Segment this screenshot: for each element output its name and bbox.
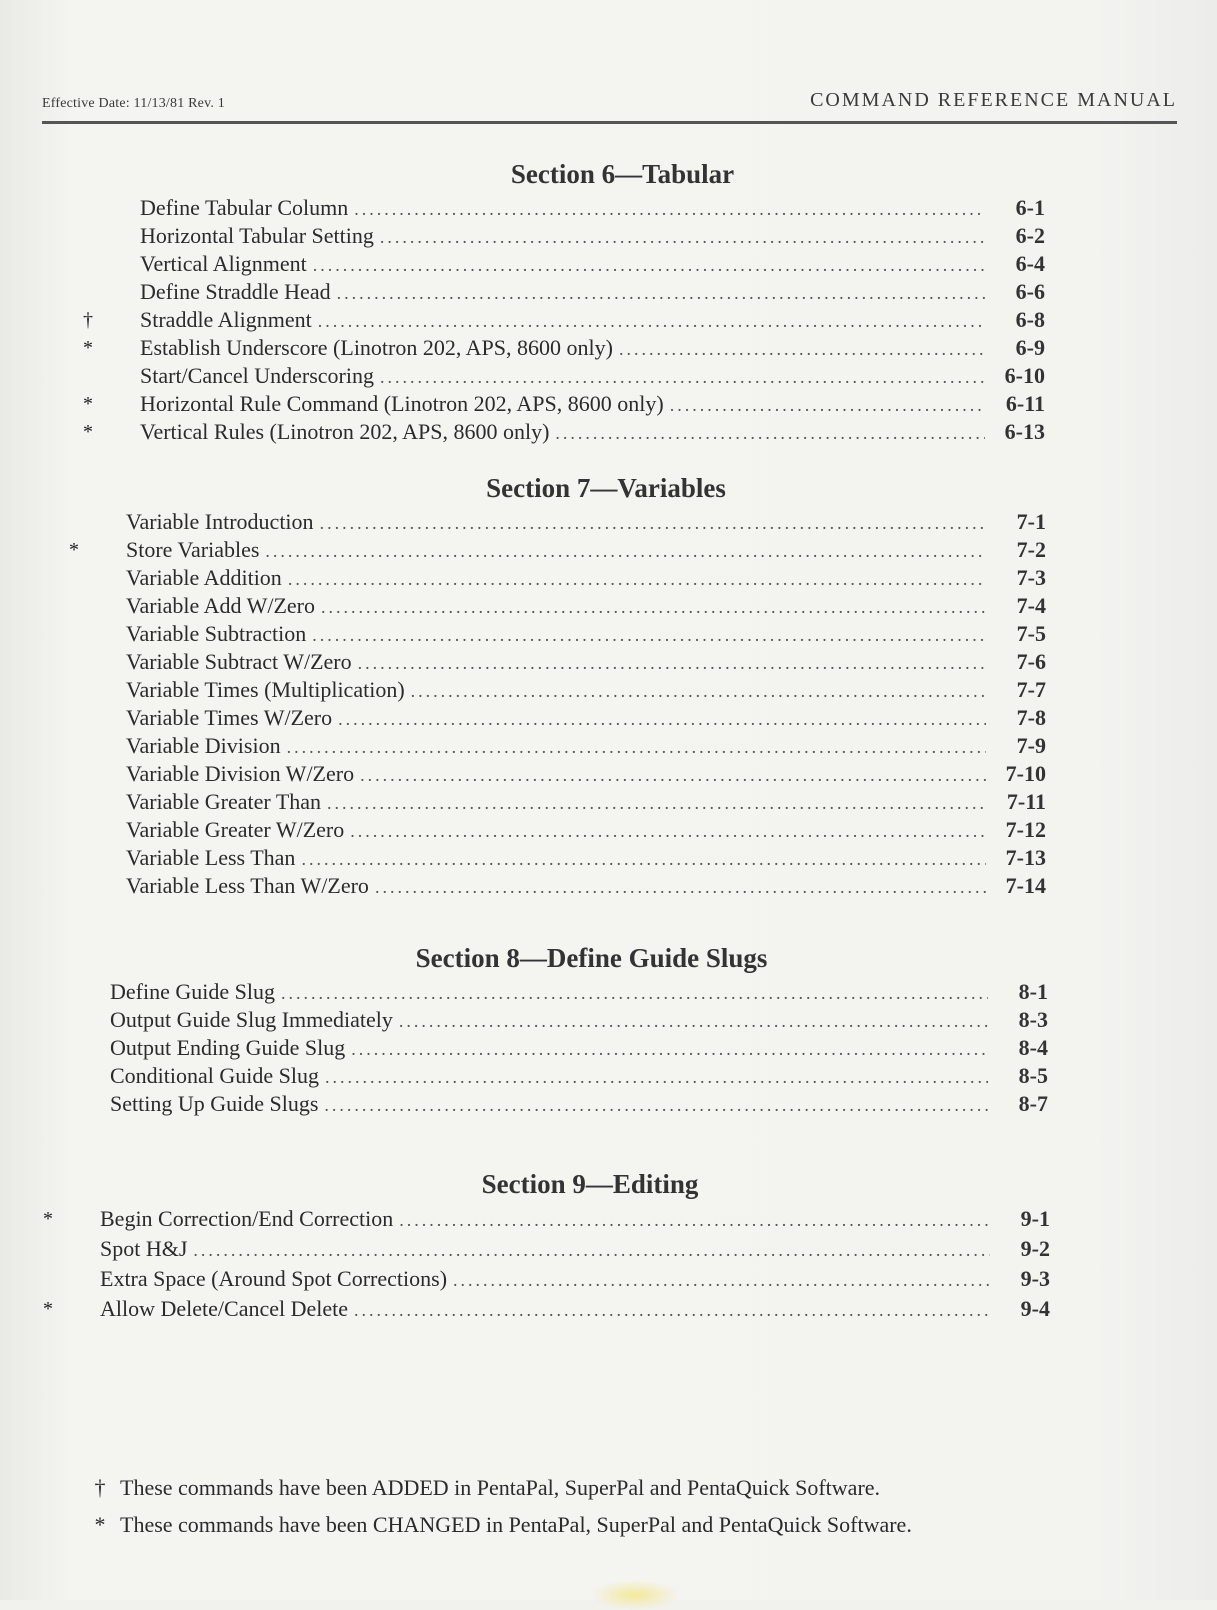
toc-entry [110, 978, 1048, 1006]
dot-leader [324, 1091, 988, 1119]
toc-entry [83, 418, 1045, 446]
section-9 [43, 1164, 1050, 1324]
entry-page: 6-11 [1005, 391, 1045, 416]
toc-entry [83, 334, 1045, 362]
toc-entry [110, 1062, 1048, 1090]
entry-page: 6-2 [1015, 223, 1045, 248]
entry-title: Horizontal Rule Command (Linotron 202, APS, 8600 only) [140, 391, 664, 416]
dot-leader [281, 979, 988, 1007]
entry-page: 9-3 [1020, 1266, 1050, 1291]
entry-page: 8-5 [1018, 1063, 1048, 1088]
toc-entry [126, 648, 1046, 676]
dot-leader [337, 279, 985, 307]
entry-page: 6-10 [1004, 363, 1045, 388]
entry-title: Variable Subtract W/Zero [126, 649, 352, 674]
entry-title: Vertical Alignment [140, 251, 307, 276]
changed-mark: * [43, 1298, 53, 1320]
entry-page: 9-4 [1020, 1296, 1050, 1321]
toc-entry [140, 362, 1045, 390]
entry-page: 6-1 [1015, 195, 1045, 220]
toc-entry [126, 620, 1046, 648]
entry-page: 8-3 [1018, 1007, 1048, 1032]
entry-title: Allow Delete/Cancel Delete [100, 1296, 349, 1321]
dot-leader [320, 509, 986, 537]
dot-leader [350, 817, 986, 845]
toc-entry [126, 564, 1046, 592]
section-6 [83, 154, 1045, 446]
dot-leader [327, 789, 986, 817]
entry-title: Variable Less Than [126, 845, 296, 870]
toc-entry [140, 194, 1045, 222]
toc-entry [140, 222, 1045, 250]
section-entries [110, 978, 1048, 1118]
footnote-changed [90, 1506, 1050, 1574]
asterisk-mark: * [94, 1512, 106, 1537]
manual-title: COMMAND REFERENCE MANUAL [810, 89, 1177, 111]
changed-mark: * [83, 393, 93, 415]
dot-leader [399, 1205, 990, 1235]
dot-leader [399, 1007, 988, 1035]
dot-leader [360, 761, 986, 789]
toc-entry [126, 788, 1046, 816]
entry-title: Conditional Guide Slug [110, 1063, 319, 1088]
toc-entry [140, 250, 1045, 278]
entry-page: 7-9 [1016, 733, 1046, 758]
dot-leader [453, 1265, 990, 1295]
entry-title: Vertical Rules (Linotron 202, APS, 8600 only) [140, 419, 550, 444]
footnote-added [90, 1470, 1050, 1506]
changed-mark: * [69, 539, 79, 561]
header-rule [42, 121, 1177, 124]
toc-entry [126, 592, 1046, 620]
section-8 [110, 938, 1048, 1118]
changed-mark: * [83, 337, 93, 359]
dot-leader [380, 363, 985, 391]
section-title: Section 8—Define Guide Slugs [415, 943, 768, 973]
entry-page: 7-11 [1006, 789, 1046, 814]
paper-tint [590, 1580, 680, 1610]
footnote-text: These commands have been ADDED in PentaPal, SuperPal and PentaQuick Software. [120, 1475, 881, 1500]
dot-leader [375, 873, 986, 901]
dot-leader [312, 621, 986, 649]
changed-mark: * [43, 1208, 53, 1230]
entry-page: 9-1 [1020, 1206, 1050, 1231]
section-title: Section 9—Editing [481, 1169, 699, 1199]
entry-title: Variable Introduction [126, 509, 314, 534]
added-mark: † [83, 309, 93, 331]
dot-leader [354, 195, 985, 223]
toc-entry [126, 844, 1046, 872]
toc-entry [100, 1264, 1050, 1294]
dot-leader [670, 391, 985, 419]
entry-page: 7-5 [1016, 621, 1046, 646]
entry-page: 7-12 [1005, 817, 1046, 842]
entry-page: 7-13 [1005, 845, 1046, 870]
entry-title: Variable Division [126, 733, 281, 758]
entry-title: Variable Subtraction [126, 621, 307, 646]
entry-title: Straddle Alignment [140, 307, 312, 332]
entry-title: Begin Correction/End Correction [100, 1206, 394, 1231]
toc-entry [100, 1234, 1050, 1264]
dot-leader [288, 565, 986, 593]
dagger-mark: † [94, 1475, 106, 1500]
section-entries [43, 1204, 1050, 1324]
dot-leader [338, 705, 986, 733]
toc-entry [126, 704, 1046, 732]
toc-entry [126, 872, 1046, 900]
toc-entry [110, 1034, 1048, 1062]
entry-page: 7-10 [1005, 761, 1046, 786]
toc-entry [126, 760, 1046, 788]
toc-entry [110, 1090, 1048, 1118]
footnote-text: These commands have been CHANGED in PentaPal, SuperPal and PentaQuick Software. [120, 1512, 912, 1537]
dot-leader [321, 593, 986, 621]
entry-page: 7-8 [1016, 705, 1046, 730]
dot-leader [193, 1235, 990, 1265]
dot-leader [619, 335, 985, 363]
entry-page: 7-6 [1016, 649, 1046, 674]
toc-entry [43, 1294, 1050, 1324]
dot-leader [555, 419, 985, 447]
toc-entry [110, 1006, 1048, 1034]
entry-title: Define Straddle Head [140, 279, 331, 304]
entry-title: Variable Greater W/Zero [126, 817, 345, 842]
dot-leader [301, 845, 986, 873]
entry-page: 7-2 [1016, 537, 1046, 562]
toc-entry [126, 508, 1046, 536]
toc-entry [43, 1204, 1050, 1234]
entry-title: Start/Cancel Underscoring [140, 363, 374, 388]
section-entries [69, 508, 1046, 900]
toc-entry [83, 306, 1045, 334]
entry-title: Variable Times W/Zero [126, 705, 333, 730]
entry-title: Define Guide Slug [110, 979, 275, 1004]
entry-title: Output Guide Slug Immediately [110, 1007, 393, 1032]
entry-title: Store Variables [126, 537, 260, 562]
entry-title: Extra Space (Around Spot Corrections) [100, 1266, 448, 1291]
entry-page: 8-4 [1018, 1035, 1048, 1060]
entry-page: 7-4 [1016, 593, 1046, 618]
toc-entry [126, 816, 1046, 844]
entry-title: Variable Addition [126, 565, 282, 590]
entry-title: Variable Division W/Zero [126, 761, 355, 786]
section-title: Section 6—Tabular [510, 159, 735, 189]
toc-entry [140, 278, 1045, 306]
dot-leader [313, 251, 985, 279]
dot-leader [358, 649, 986, 677]
entry-page: 6-13 [1004, 419, 1045, 444]
dot-leader [351, 1035, 988, 1063]
toc-entry [69, 536, 1046, 564]
entry-page: 7-1 [1016, 509, 1046, 534]
dot-leader [411, 677, 986, 705]
entry-page: 9-2 [1020, 1236, 1050, 1261]
entry-page: 7-14 [1005, 873, 1046, 898]
dot-leader [318, 307, 985, 335]
entry-page: 6-8 [1015, 307, 1045, 332]
entry-page: 6-4 [1015, 251, 1045, 276]
entry-title: Output Ending Guide Slug [110, 1035, 346, 1060]
effective-date: Effective Date: 11/13/81 Rev. 1 [42, 96, 225, 111]
dot-leader [287, 733, 986, 761]
entry-title: Variable Less Than W/Zero [126, 873, 369, 898]
changed-mark: * [83, 421, 93, 443]
entry-page: 7-7 [1016, 677, 1046, 702]
entry-title: Variable Add W/Zero [126, 593, 315, 618]
footnotes [90, 1470, 1050, 1574]
entry-page: 7-3 [1016, 565, 1046, 590]
section-title: Section 7—Variables [486, 473, 726, 503]
dot-leader [380, 223, 985, 251]
section-entries [83, 194, 1045, 446]
entry-page: 8-7 [1018, 1091, 1048, 1116]
entry-title: Establish Underscore (Linotron 202, APS, 8600 only) [140, 335, 613, 360]
entry-title: Setting Up Guide Slugs [110, 1091, 319, 1116]
section-7 [69, 468, 1046, 900]
entry-title: Spot H&J [100, 1236, 188, 1261]
toc-entry [126, 676, 1046, 704]
dot-leader [325, 1063, 988, 1091]
entry-page: 8-1 [1018, 979, 1048, 1004]
dot-leader [265, 537, 986, 565]
entry-title: Variable Greater Than [126, 789, 322, 814]
entry-page: 6-6 [1015, 279, 1045, 304]
page-header [42, 88, 1177, 118]
toc-entry [83, 390, 1045, 418]
entry-title: Horizontal Tabular Setting [140, 223, 374, 248]
toc-entry [126, 732, 1046, 760]
entry-title: Define Tabular Column [140, 195, 349, 220]
entry-page: 6-9 [1015, 335, 1045, 360]
entry-title: Variable Times (Multiplication) [126, 677, 405, 702]
dot-leader [354, 1295, 990, 1325]
